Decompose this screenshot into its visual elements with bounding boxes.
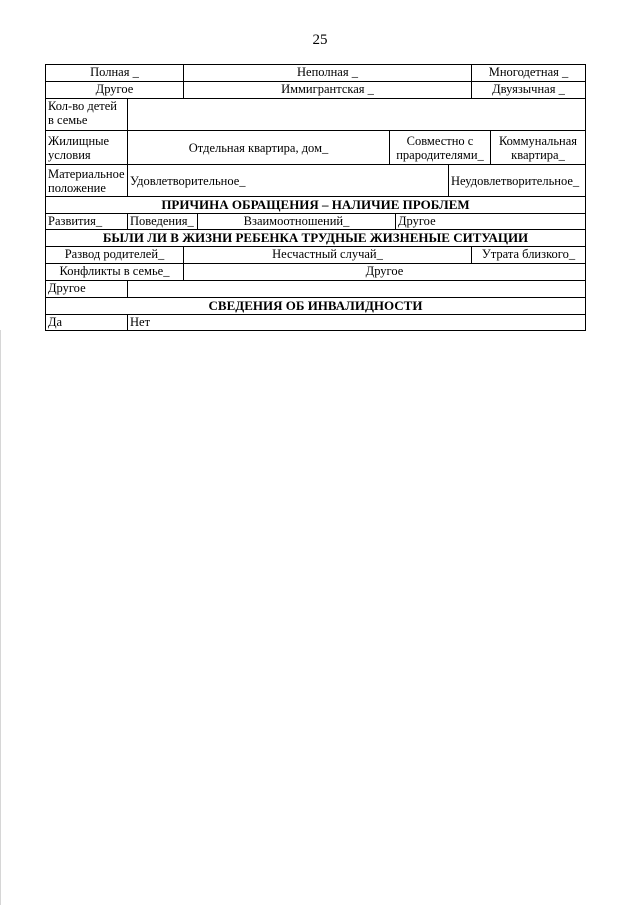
- children-count-label: Кол-во детей в семье: [46, 99, 128, 131]
- family-info-form: [45, 64, 586, 331]
- disability-no-option[interactable]: Нет: [128, 315, 586, 331]
- life-loss-option[interactable]: Утрата близкого_: [472, 247, 586, 264]
- life-situations-row-3: [46, 281, 586, 298]
- financial-label-text: Материальное положение: [48, 166, 125, 195]
- housing-label-text: Жилищные условия: [48, 133, 110, 162]
- life-situations-section-row: [46, 230, 586, 247]
- life-situations-row-2: [46, 264, 586, 281]
- housing-communal-option[interactable]: [491, 131, 586, 165]
- housing-grandparents-option[interactable]: [390, 131, 491, 165]
- reasons-section-title: ПРИЧИНА ОБРАЩЕНИЯ – НАЛИЧИЕ ПРОБЛЕМ: [46, 197, 586, 214]
- family-type-row-1: [46, 65, 586, 82]
- financial-unsatisfactory-option[interactable]: [449, 165, 586, 197]
- family-incomplete-option[interactable]: Неполная _: [184, 65, 472, 82]
- reason-relationships-option[interactable]: Взаимоотношений_: [198, 214, 396, 230]
- life-other-mid-option[interactable]: Другое: [184, 264, 586, 281]
- disability-options-row: [46, 315, 586, 331]
- family-large-option[interactable]: Многодетная _: [472, 65, 586, 82]
- reasons-options-row: [46, 214, 586, 230]
- financial-satisfactory-text: Удовлетворительное_: [130, 173, 246, 188]
- life-situations-section-title: БЫЛИ ЛИ В ЖИЗНИ РЕБЕНКА ТРУДНЫЕ ЖИЗНЕНЫЕ СИТУАЦИИ: [46, 230, 586, 247]
- disability-section-row: [46, 298, 586, 315]
- life-other-label: Другое: [46, 281, 128, 298]
- life-conflicts-option[interactable]: Конфликты в семье_: [46, 264, 184, 281]
- life-other-field[interactable]: [128, 281, 586, 298]
- children-count-row: [46, 99, 586, 131]
- scan-edge-line: [0, 330, 1, 905]
- reason-behavior-option[interactable]: Поведения_: [128, 214, 198, 230]
- reason-development-option[interactable]: Развития_: [46, 214, 128, 230]
- disability-yes-option[interactable]: Да: [46, 315, 128, 331]
- financial-satisfactory-option[interactable]: [128, 165, 449, 197]
- housing-separate-option[interactable]: [128, 131, 390, 165]
- disability-section-title: СВЕДЕНИЯ ОБ ИНВАЛИДНОСТИ: [46, 298, 586, 315]
- financial-unsatisfactory-text: Неудовлетворительное_: [451, 173, 580, 188]
- financial-row: [46, 165, 586, 197]
- housing-label: [46, 131, 128, 165]
- life-accident-option[interactable]: Несчастный случай_: [184, 247, 472, 264]
- family-full-option[interactable]: Полная _: [46, 65, 184, 82]
- reasons-section-row: [46, 197, 586, 214]
- family-other-option[interactable]: Другое: [46, 82, 184, 99]
- housing-grandparents-text: Совместно с прародителями_: [396, 133, 484, 162]
- family-bilingual-option[interactable]: Двуязычная _: [472, 82, 586, 99]
- housing-separate-text: Отдельная квартира, дом_: [188, 140, 329, 155]
- financial-label: [46, 165, 128, 197]
- page-number: 25: [312, 32, 328, 48]
- life-situations-row-1: [46, 247, 586, 264]
- children-count-field[interactable]: [128, 99, 586, 131]
- reason-other-option[interactable]: Другое: [396, 214, 586, 230]
- housing-communal-text: Коммунальная квартира_: [498, 133, 578, 162]
- life-divorce-option[interactable]: Развод родителей_: [46, 247, 184, 264]
- housing-row: [46, 131, 586, 165]
- family-type-row-2: [46, 82, 586, 99]
- family-immigrant-option[interactable]: Иммигрантская _: [184, 82, 472, 99]
